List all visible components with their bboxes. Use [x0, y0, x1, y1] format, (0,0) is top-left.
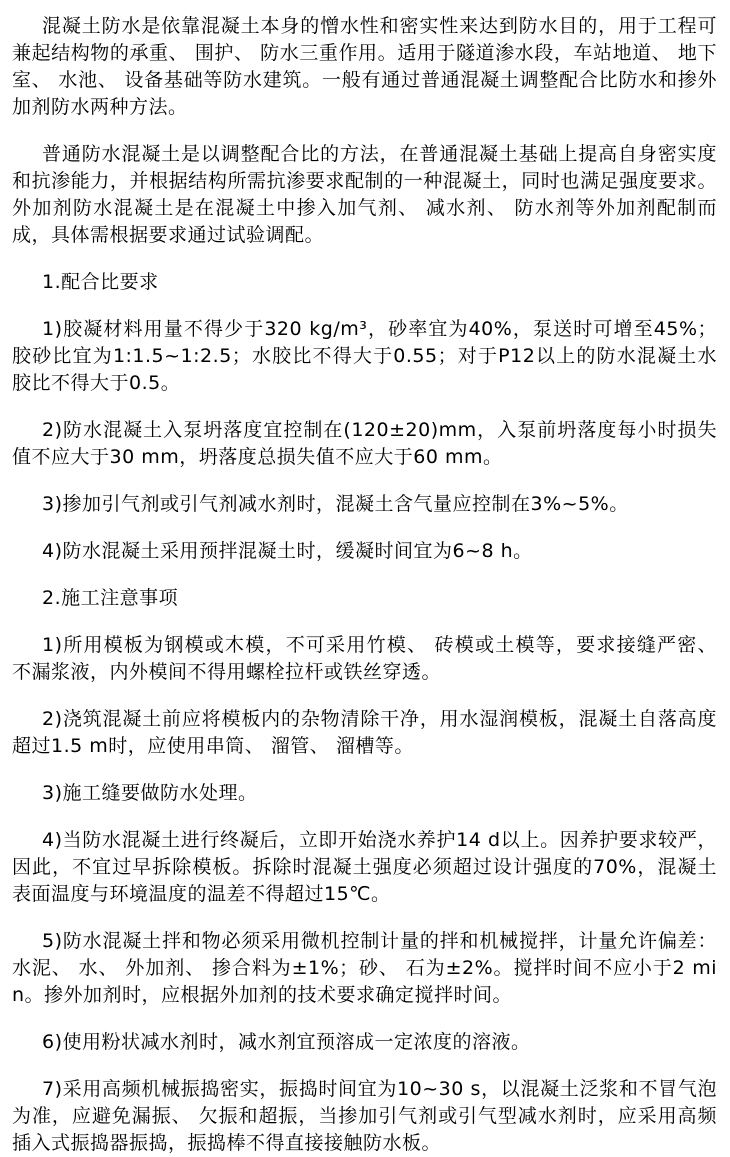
construction-note-7: 7)采用高频机械振捣密实，振捣时间宜为10~30 s，以混凝土泛浆和不冒气泡为准，应避免漏振、 欠振和超振，当掺加引气剂或引气型减水剂时，应采用高频插入式振捣器振捣，振捣棒不得直接接触防水板。 [12, 1078, 717, 1154]
ordinary-waterproof-concrete-paragraph: 普通防水混凝土是以调整配合比的方法，在普通混凝土基础上提高自身密实度和抗渗能力，并根据结构所需抗渗要求配制的一种混凝土，同时也满足强度要求。外加剂防水混凝土是在混凝土中掺入加气剂、 减水剂、 防水剂等外加剂配制而成，具体需根据要求通过试验调配。 [12, 143, 717, 246]
mix-requirement-2: 2)防水混凝土入泵坍落度宜控制在(120±20)mm，入泵前坍落度每小时损失值不应大于30 mm，坍落度总损失值不应大于60 mm。 [12, 419, 717, 468]
mix-requirement-4: 4)防水混凝土采用预拌混凝土时，缓凝时间宜为6~8 h。 [42, 540, 533, 562]
construction-note-1: 1)所用模板为钢模或木模，不可采用竹模、 砖模或土模等，要求接缝严密、 不漏浆液，内外模间不得用螺栓拉杆或铁丝穿透。 [12, 634, 717, 683]
section-1-heading-mix-ratio: 1.配合比要求 [42, 271, 159, 293]
construction-note-2: 2)浇筑混凝土前应将模板内的杂物清除干净，用水湿润模板，混凝土自落高度超过1.5 m时，应使用串筒、 溜管、 溜槽等。 [12, 708, 717, 757]
intro-paragraph: 混凝土防水是依靠混凝土本身的憎水性和密实性来达到防水目的，用于工程可兼起结构物的承重、 围护、 防水三重作用。适用于隧道渗水段，车站地道、 地下室、 水池、 设备基础等防水建筑。一般有通过普通混凝土调整配合比防水和掺外加剂防水两种方法。 [12, 15, 717, 118]
construction-note-3: 3)施工缝要做防水处理。 [42, 782, 258, 804]
construction-note-5: 5)防水混凝土拌和物必须采用微机控制计量的拌和机械搅拌，计量允许偏差：水泥、 水、 外加剂、 掺合料为±1%；砂、 石为±2%。搅拌时间不应小于2 min。掺外加剂时，应根据外加剂的技术要求确定搅拌时间。 [12, 930, 717, 1006]
mix-requirement-1: 1)胶凝材料用量不得少于320 kg/m³，砂率宜为40%，泵送时可增至45%；胶砂比宜为1:1.5~1:2.5；水胶比不得大于0.55；对于P12以上的防水混凝土水胶比不得大于0.5。 [12, 318, 717, 394]
mix-requirement-3: 3)掺加引气剂或引气剂减水剂时，混凝土含气量应控制在3%~5%。 [42, 493, 629, 515]
construction-note-4: 4)当防水混凝土进行终凝后，立即开始浇水养护14 d以上。因养护要求较严，因此，不宜过早拆除模板。拆除时混凝土强度必须超过设计强度的70%，混凝土表面温度与环境温度的温差不得超过15℃。 [12, 829, 717, 905]
construction-note-6: 6)使用粉状减水剂时，减水剂宜预溶成一定浓度的溶液。 [42, 1031, 531, 1053]
section-2-heading-construction-notes: 2.施工注意事项 [42, 587, 179, 609]
